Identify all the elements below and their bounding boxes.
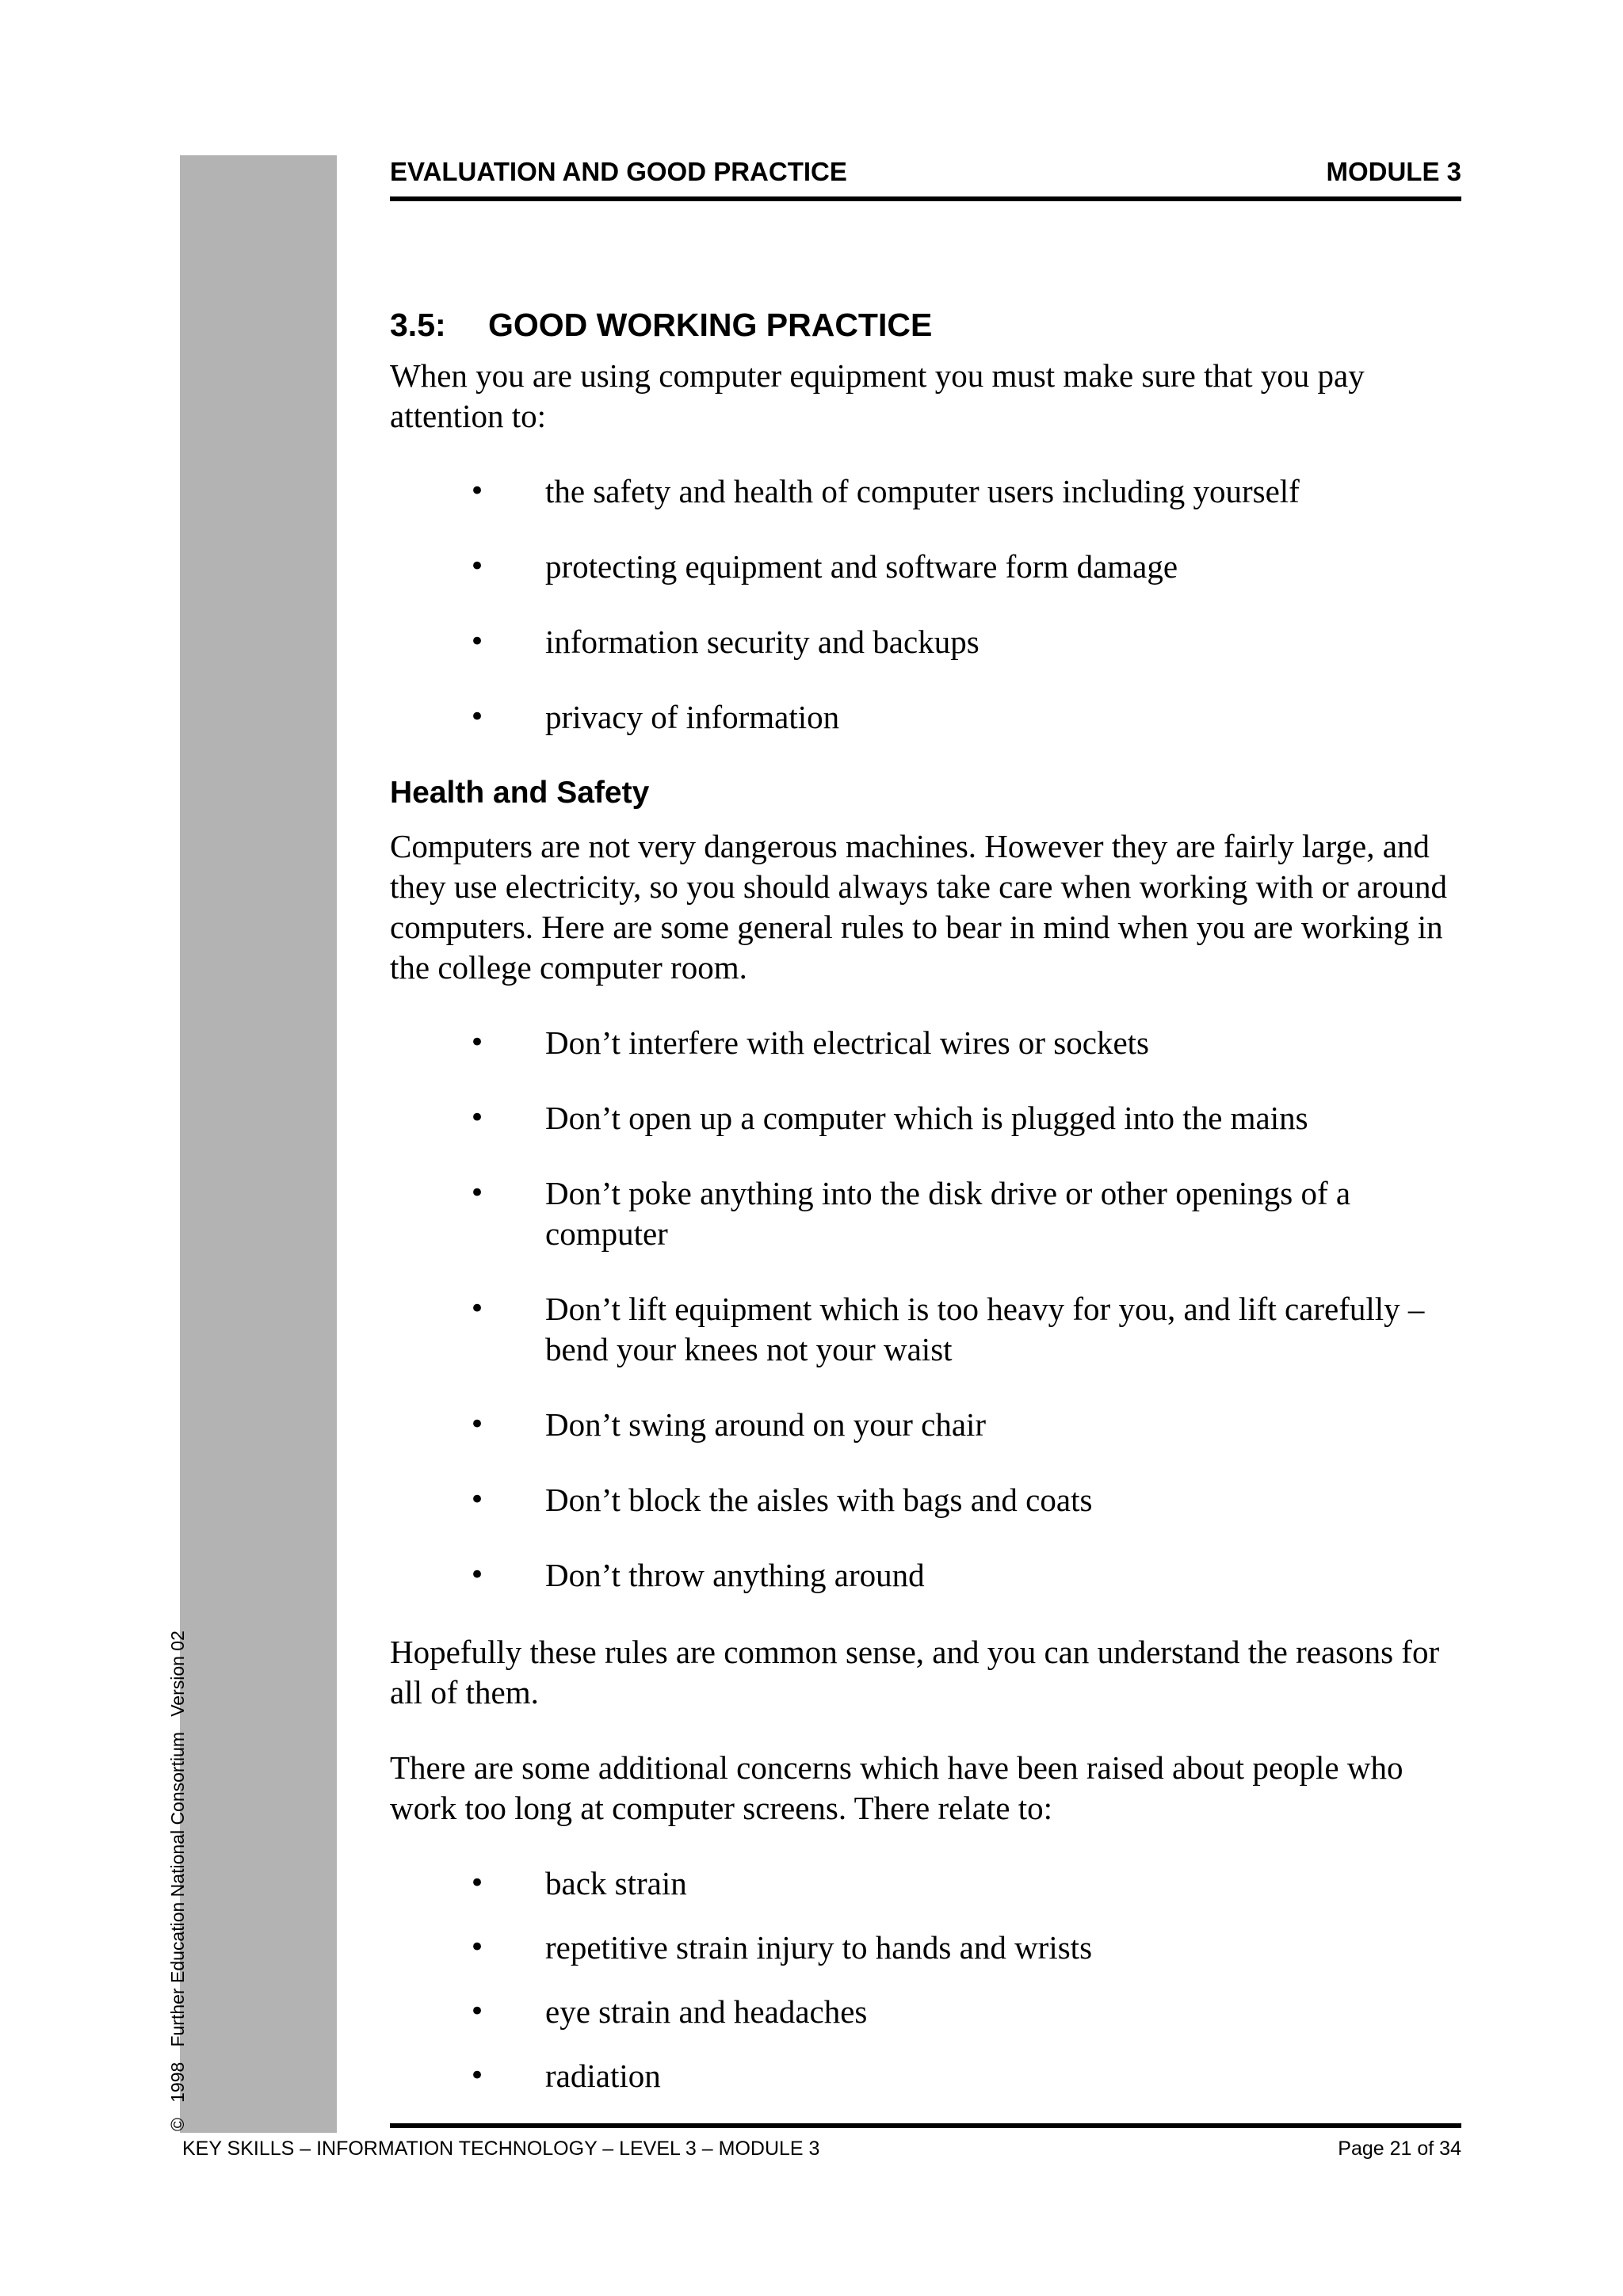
bullet-icon: •: [469, 1996, 486, 2027]
bullet-icon: •: [469, 1932, 486, 1963]
list-item: • Don’t poke anything into the disk drive or other openings of a computer: [469, 1175, 1351, 1252]
footer-rule: [390, 2123, 1461, 2128]
list-item: • information security and backups: [390, 622, 1468, 662]
intro-bullet-list: [390, 471, 1468, 738]
bullet-icon: •: [469, 701, 486, 733]
gray-sidebar-band: [180, 155, 337, 2133]
list-item: • Don’t interfere with electrical wires or sockets: [390, 1023, 1468, 1063]
list-item: • Don’t swing around on your chair: [390, 1405, 1468, 1445]
list-item: • back strain: [390, 1863, 1468, 1904]
section-title: GOOD WORKING PRACTICE: [488, 307, 933, 343]
health-safety-heading: Health and Safety: [390, 776, 650, 810]
list-item: • protecting equipment and software form damage: [390, 547, 1468, 587]
list-item: • Don’t open up a computer which is plugged into the mains: [390, 1098, 1468, 1138]
bullet-icon: •: [469, 626, 486, 658]
list-item: • Don’t block the aisles with bags and coats: [390, 1480, 1468, 1520]
bullet-icon: •: [469, 1177, 486, 1209]
health-safety-paragraph: Computers are not very dangerous machines. However they are fairly large, and they use electricity, so you should always take care when working with or around computers. Here are some general rules to bear in mind when you are working in the college computer room.: [390, 828, 1448, 986]
bullet-icon: •: [469, 2060, 486, 2092]
footer-course-title: KEY SKILLS – INFORMATION TECHNOLOGY – LEVEL 3 – MODULE 3: [182, 2138, 820, 2160]
main-content: [390, 305, 1468, 2133]
concerns-bullet-list: [390, 1863, 1468, 2096]
bullet-icon: •: [469, 1409, 486, 1440]
list-item: • Don’t throw anything around: [390, 1555, 1468, 1596]
bullet-icon: •: [469, 1027, 486, 1058]
list-item: • radiation: [390, 2056, 1468, 2096]
list-item: • Don’t lift equipment which is too heavy for you, and lift carefully – bend your knees not your waist: [469, 1291, 1425, 1367]
bullet-icon: •: [469, 1484, 486, 1516]
list-item: • repetitive strain injury to hands and wrists: [390, 1928, 1468, 1968]
header-module: MODULE 3: [1326, 157, 1461, 186]
section-heading: [390, 305, 1468, 345]
bullet-icon: •: [469, 1293, 486, 1325]
intro-paragraph: When you are using computer equipment you must make sure that you pay attention to:: [390, 357, 1365, 434]
footer-page-number: Page 21 of 34: [1338, 2138, 1461, 2160]
additional-concerns-paragraph: There are some additional concerns which have been raised about people who work too long at computer screens. There relate to:: [390, 1749, 1403, 1826]
bullet-icon: •: [469, 1559, 486, 1591]
rules-bullet-list: [390, 1023, 1468, 1596]
copyright-notice: © 1998 Further Education National Consortium Version 02: [167, 1630, 188, 2131]
section-number: 3.5:: [390, 307, 446, 343]
bullet-icon: •: [469, 551, 486, 582]
bullet-icon: •: [469, 1102, 486, 1134]
bullet-icon: •: [469, 475, 486, 507]
common-sense-paragraph: Hopefully these rules are common sense, and you can understand the reasons for all of them.: [390, 1634, 1440, 1711]
list-item: • eye strain and headaches: [390, 1992, 1468, 2032]
header-title: EVALUATION AND GOOD PRACTICE: [390, 157, 847, 186]
list-item: • privacy of information: [390, 697, 1468, 738]
page-header: [390, 155, 1461, 201]
list-item: • the safety and health of computer users including yourself: [390, 471, 1468, 512]
bullet-icon: •: [469, 1867, 486, 1899]
